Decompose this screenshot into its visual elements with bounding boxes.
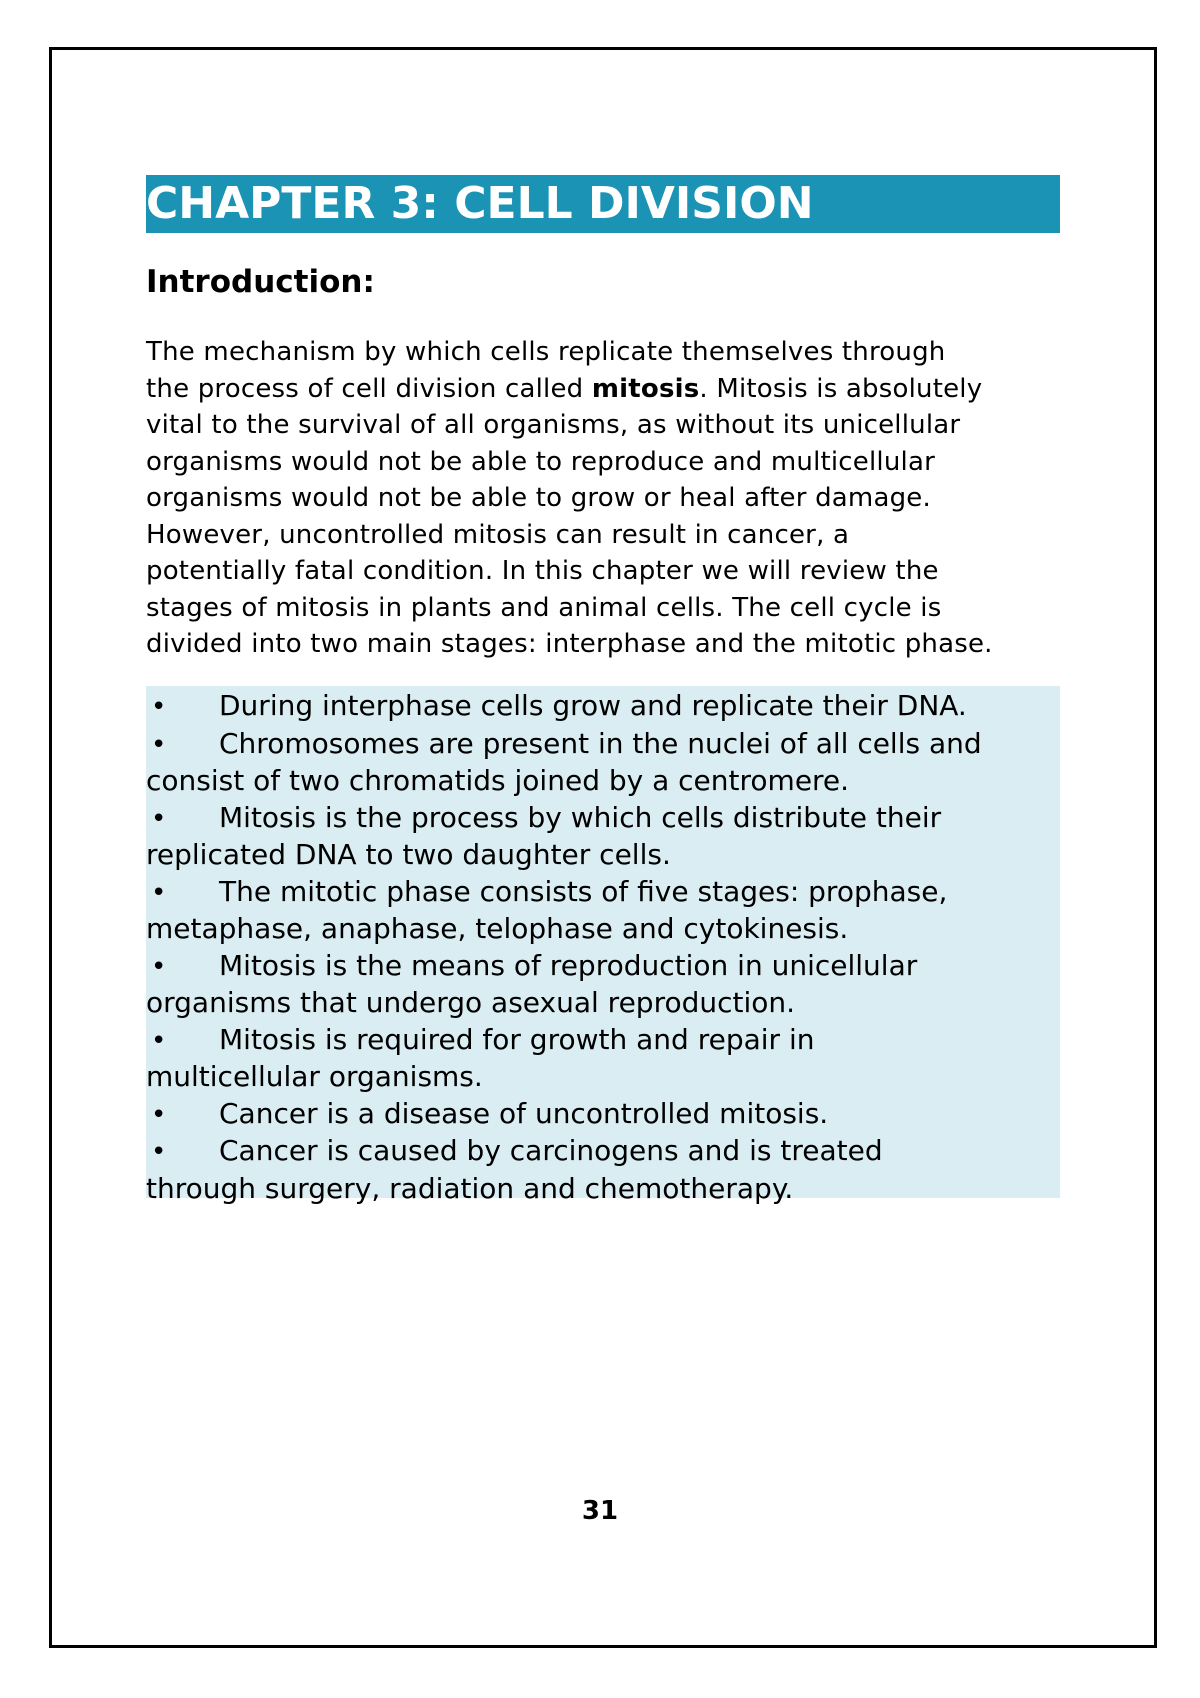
paragraph-line: potentially fatal condition. In this chapter we will review the — [146, 556, 939, 586]
bullet-icon: • — [151, 1137, 167, 1167]
chapter-title — [146, 175, 1060, 233]
introduction-paragraph — [146, 334, 1066, 663]
summary-item: • Mitosis is required for growth and repair in multicellular organisms. — [146, 1022, 815, 1093]
paragraph-line: vital to the survival of all organisms, as without its unicellular — [146, 410, 961, 440]
chapter-title-text: CHAPTER 3: CELL DIVISION — [146, 178, 814, 229]
summary-box — [146, 686, 1060, 1205]
paragraph-line: divided into two main stages: interphase and the mitotic phase. — [146, 629, 993, 659]
introduction-heading: Introduction: — [146, 264, 375, 300]
paragraph-line: However, uncontrolled mitosis can result in cancer, a — [146, 519, 850, 550]
bullet-icon: • — [151, 803, 167, 834]
bullet-icon: • — [151, 729, 167, 760]
summary-item: • Cancer is caused by carcinogens and is treated through surgery, radiation and chemotherapy. — [146, 1134, 883, 1205]
paragraph-line: the process of cell division called mitosis. Mitosis is absolutely — [146, 373, 983, 404]
summary-item: • Chromosomes are present in the nuclei of all cells and consist of two chromatids joined by a centromere. — [146, 726, 982, 797]
bullet-icon: • — [151, 951, 167, 982]
term-mitosis: mitosis — [591, 373, 700, 404]
summary-item: • Mitosis is the means of reproduction in unicellular organisms that undergo asexual reproduction. — [146, 948, 918, 1019]
bullet-icon: • — [151, 692, 167, 722]
summary-item: • The mitotic phase consists of five stages: prophase, metaphase, anaphase, telophase and cytokinesis. — [146, 874, 948, 945]
bullet-icon: • — [151, 877, 167, 908]
bullet-icon: • — [151, 1025, 167, 1056]
page-number: 31 — [581, 1496, 619, 1526]
bullet-icon: • — [151, 1099, 167, 1130]
summary-item: • Cancer is a disease of uncontrolled mitosis. — [146, 1096, 1060, 1134]
paragraph-line: The mechanism by which cells replicate themselves through — [146, 337, 946, 367]
paragraph-line: organisms would not be able to grow or heal after damage. — [146, 483, 931, 513]
paragraph-line: stages of mitosis in plants and animal cells. The cell cycle is — [146, 592, 942, 623]
summary-item: • During interphase cells grow and replicate their DNA. — [146, 688, 1060, 726]
paragraph-line: organisms would not be able to reproduce and multicellular — [146, 446, 935, 477]
summary-item: • Mitosis is the process by which cells distribute their replicated DNA to two daughter cells. — [146, 800, 942, 871]
